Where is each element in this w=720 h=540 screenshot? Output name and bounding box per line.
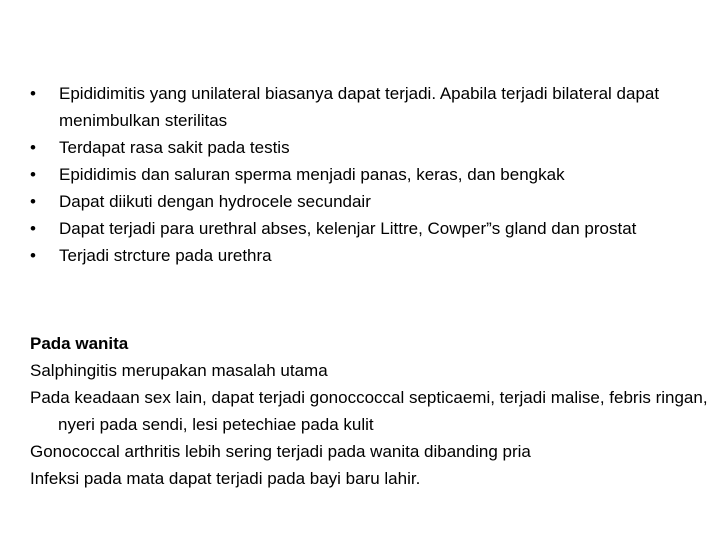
list-item [30, 161, 718, 188]
bullet-text: Dapat terjadi para urethral abses, kelenjar Littre, Cowper”s gland dan prostat [59, 219, 637, 238]
paragraph: Gonococcal arthritis lebih sering terjadi pada wanita dibanding pria [30, 442, 531, 461]
bullet-text: Epididimitis yang unilateral biasanya dapat terjadi. Apabila terjadi bilateral dapat menimbulkan sterilitas [59, 84, 660, 130]
paragraph: Salphingitis merupakan masalah utama [30, 361, 328, 380]
bullet-icon: • [30, 138, 36, 157]
section-pada-wanita [30, 330, 718, 492]
section-heading: Pada wanita [30, 334, 129, 353]
bullet-text: Dapat diikuti dengan hydrocele secundair [59, 192, 371, 211]
bullet-icon: • [30, 246, 36, 265]
bullet-text: Terdapat rasa sakit pada testis [59, 138, 290, 157]
bullet-icon: • [30, 219, 36, 238]
bullet-text: Terjadi strcture pada urethra [59, 246, 272, 265]
bullet-text: Epididimis dan saluran sperma menjadi panas, keras, dan bengkak [59, 165, 565, 184]
list-item [30, 134, 718, 161]
paragraph: Infeksi pada mata dapat terjadi pada bayi baru lahir. [30, 469, 421, 488]
list-item [30, 188, 718, 215]
bullet-icon: • [30, 192, 36, 211]
list-item [30, 80, 718, 134]
list-item [30, 215, 718, 242]
bullet-icon: • [30, 84, 36, 103]
bullet-list [30, 80, 718, 269]
list-item [30, 242, 718, 269]
bullet-icon: • [30, 165, 36, 184]
paragraph: Pada keadaan sex lain, dapat terjadi gonoccoccal septicaemi, terjadi malise, febris ringan, nyeri pada sendi, lesi petechiae pada kulit [30, 388, 708, 434]
